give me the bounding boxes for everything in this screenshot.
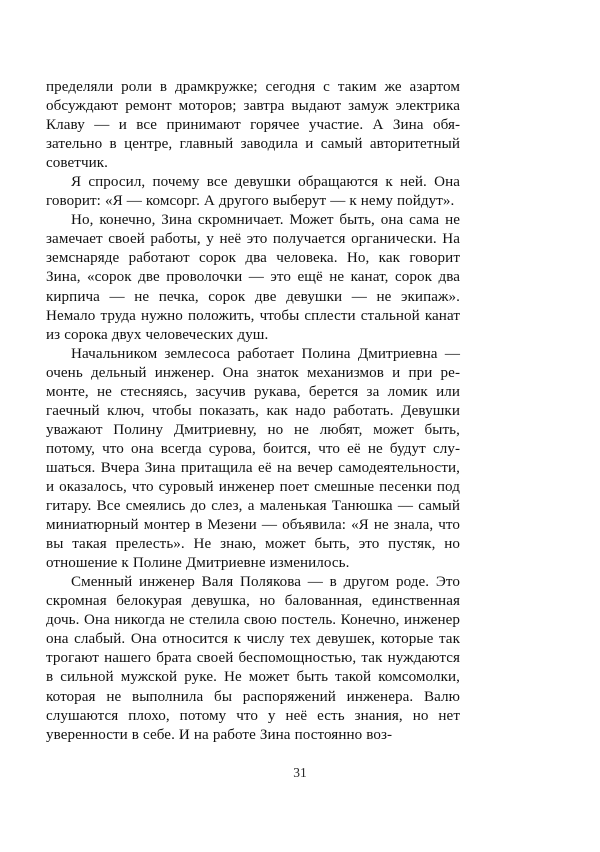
paragraph-2: Я спросил, почему все девушки обращаются к ней. Она говорит: «Я — комсорг. А другого выберут — к нему пойдут». (46, 174, 460, 210)
paragraph-1: пределяли роли в драмкружке; сегодня с таким же азартом обсуждают ремонт моторов; завтра выдают замуж электрика Клаву — и все принимают горячее участие. А Зина обязательно в центре, главный заводила и самый авторитетный советчик. (46, 79, 460, 172)
paragraph-3: Но, конечно, Зина скромничает. Может быть, она сама не замечает своей работы, у неё это получается органически. На земснаряде работают сорок два человека. Но, как говорит Зина, «сорок две проволочки — это ещё не канат, сорок два кирпича — не печка, сорок две девушки — не экипаж». Немало труда нужно положить, чтобы сплести стальной канат из сорока двух человеческих душ. (46, 212, 460, 343)
paragraph-4: Начальником землесоса работает Полина Дмитриевна — очень дельный инженер. Она знаток механизмов и при ремонте, не стесняясь, засучив рукава, берется за ломик или гаечный ключ, чтобы показать, как надо работать. Девушки уважают Полину Дмитриевну, но не любят, может быть, потому, что она всегда сурова, боится, что её не будут слушаться. Вчера Зина притащила её на вечер самодеятельности, и оказалось, что суровый инженер поет смешные песенки под гитару. Все смеялись до слез, а маленькая Танюшка — самый миниатюрный монтер в Мезени — объявила: «Я не знала, что вы такая прелесть». Не знаю, может быть, это пустяк, но отношение к Полине Дмитриевне изменилось. (46, 345, 460, 572)
page-number: 31 (293, 765, 307, 780)
page-text-block (46, 78, 460, 745)
paragraph-5: Сменный инженер Валя Полякова — в другом роде. Это скромная белокурая девушка, но балованная, единственная дочь. Она никогда не стелила свою постель. Конечно, инженер она слабый. Она относится к числу тех девушек, которые так трогают нашего брата своей беспомощностью, так нуждаются в сильной мужской руке. Не может быть такой комсомолки, которая не выполнила бы распоряжений инженера. Валю слушаются плохо, потому что у неё есть знания, но нет уверенности в себе. И на работе Зина постоянно воз- (46, 574, 460, 743)
